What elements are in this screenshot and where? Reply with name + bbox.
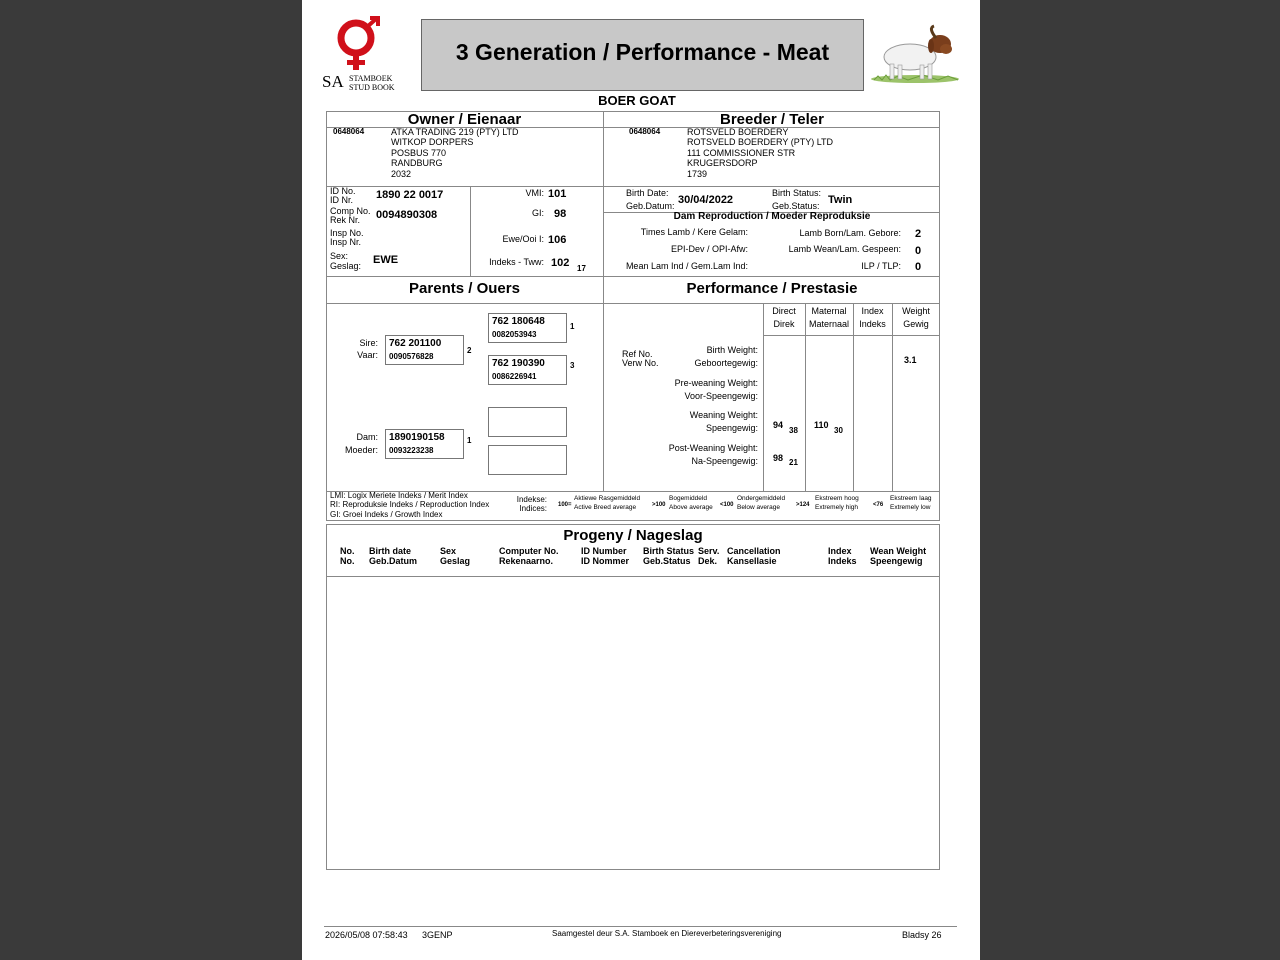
owner-heading: Owner / Eienaar bbox=[407, 111, 522, 128]
birth-date-label: Geb.Datum: bbox=[626, 201, 675, 211]
birth-weight-label: Geboortegewig: bbox=[694, 358, 758, 368]
sire-num: 2 bbox=[467, 346, 472, 355]
postweaning-label: Na-Speengewig: bbox=[691, 456, 758, 466]
ewe-label: Ewe/Ooi I: bbox=[502, 234, 544, 244]
key-gt100-b: Above average bbox=[669, 504, 713, 511]
logo-sa-text: SA bbox=[322, 72, 344, 91]
owner-line: ATKA TRADING 219 (PTY) LTD bbox=[391, 127, 519, 137]
preweaning-label: Pre-weaning Weight: bbox=[674, 378, 758, 388]
weaning-label: Weaning Weight: bbox=[689, 410, 758, 420]
progeny-col-index: Index bbox=[828, 546, 852, 556]
breeder-line: 111 COMMISSIONER STR bbox=[687, 148, 796, 158]
sex-value: EWE bbox=[373, 254, 399, 266]
sire-comp: 0090576828 bbox=[389, 352, 434, 361]
vmi-value: 101 bbox=[548, 188, 567, 200]
gi-label: GI: bbox=[531, 208, 544, 218]
col-maternal: Maternaal bbox=[808, 319, 850, 329]
breeder-line: ROTSVELD BOERDERY bbox=[687, 127, 789, 137]
footer-code: 3GENP bbox=[422, 930, 453, 940]
birth-date-label: Birth Date: bbox=[626, 188, 669, 198]
indeks-value: 102 bbox=[551, 257, 570, 269]
postweaning-direct-sub: 21 bbox=[789, 458, 798, 467]
birth-status-value: Twin bbox=[828, 194, 853, 206]
footer-compiled: Saamgestel deur S.A. Stamboek en Diereverbeteringsvereniging bbox=[552, 929, 782, 938]
dam-box bbox=[385, 429, 464, 459]
footer-page: Bladsy 26 bbox=[902, 930, 942, 940]
owner-line: 2032 bbox=[391, 169, 412, 179]
progeny-col-computer-no: Rekenaarno. bbox=[499, 556, 554, 566]
key-lt76-b: Extremely low bbox=[890, 504, 931, 511]
key-gt124-b: Extremely high bbox=[815, 504, 858, 511]
dam-id: 1890190158 bbox=[389, 432, 445, 443]
dam-repro-heading: Dam Reproduction / Moeder Reproduksie bbox=[673, 211, 871, 222]
col-weight: Gewig bbox=[903, 319, 929, 329]
postweaning-label: Post-Weaning Weight: bbox=[668, 443, 758, 453]
key-gt124: >124 bbox=[796, 502, 810, 508]
gi-value: 98 bbox=[554, 208, 567, 220]
breeder-heading: Breeder / Teler bbox=[720, 111, 824, 128]
col-index: Indeks bbox=[859, 319, 886, 329]
progeny-col-no: No. bbox=[340, 546, 355, 556]
dam-num: 1 bbox=[467, 436, 472, 445]
progeny-col-cancellation: Cancellation bbox=[727, 546, 781, 556]
performance-heading: Performance / Prestasie bbox=[686, 280, 858, 297]
id-label: ID No. bbox=[330, 186, 356, 196]
logo-line1: STAMBOEK bbox=[349, 74, 393, 83]
sire-id: 762 201100 bbox=[389, 338, 442, 349]
dam-label: Moeder: bbox=[344, 445, 378, 455]
legend-gi: GI: Groei Indeks / Growth Index bbox=[330, 510, 443, 519]
times-lamb-label: Times Lamb / Kere Gelam: bbox=[640, 227, 748, 237]
progeny-col-wean-weight: Wean Weight bbox=[870, 546, 927, 556]
sire-sire-comp: 0082053943 bbox=[492, 330, 537, 339]
col-direct: Direk bbox=[773, 319, 795, 329]
legend-ri: RI: Reproduksie Indeks / Reproduction Index bbox=[330, 500, 490, 509]
progeny-col-id-number: ID Number bbox=[581, 546, 627, 556]
insp-label: Insp Nr. bbox=[330, 237, 362, 247]
key-lt100-b: Below average bbox=[737, 504, 780, 511]
ewe-value: 106 bbox=[548, 234, 567, 246]
weaning-direct-sub: 38 bbox=[789, 426, 798, 435]
dam-label: Dam: bbox=[356, 432, 378, 442]
owner-line: POSBUS 770 bbox=[391, 148, 447, 158]
sex-label: Geslag: bbox=[330, 261, 362, 271]
key-100: 100= bbox=[558, 502, 572, 508]
progeny-col-birth-date: Birth date bbox=[369, 546, 412, 556]
owner-code: 0648064 bbox=[333, 127, 365, 136]
key-100-a: Aktiewe Rasgemiddeld bbox=[574, 495, 641, 502]
weaning-maternal: 110 bbox=[814, 420, 829, 430]
sire-sire-num: 1 bbox=[570, 322, 575, 331]
progeny-col-birth-date: Geb.Datum bbox=[369, 556, 418, 566]
lamb-wean-label: Lamb Wean/Lam. Gespeen: bbox=[788, 244, 901, 254]
birth-status-label: Birth Status: bbox=[772, 188, 822, 198]
dam-dam-box bbox=[488, 445, 567, 475]
legend-indices: Indices: bbox=[519, 504, 547, 513]
sire-label: Vaar: bbox=[357, 350, 378, 360]
breeder-line: ROTSVELD BOERDERY (PTY) LTD bbox=[687, 137, 834, 147]
indeks-label: Indeks - Tww: bbox=[489, 257, 544, 267]
title-box bbox=[421, 19, 864, 91]
owner-line: RANDBURG bbox=[391, 158, 443, 168]
legend-indekse: Indekse: bbox=[516, 495, 547, 504]
dam-comp: 0093223238 bbox=[389, 446, 434, 455]
sire-dam-id: 762 190390 bbox=[492, 358, 545, 369]
birth-weight-value: 3.1 bbox=[904, 355, 917, 365]
id-label: ID Nr. bbox=[330, 195, 354, 205]
col-direct: Direct bbox=[772, 306, 796, 316]
progeny-col-wean-weight: Speengewig bbox=[870, 556, 923, 566]
key-lt76-a: Ekstreem laag bbox=[890, 495, 932, 502]
lamb-born-value: 2 bbox=[915, 228, 922, 240]
dam-sire-box bbox=[488, 407, 567, 437]
col-index: Index bbox=[861, 306, 884, 316]
weaning-direct: 94 bbox=[773, 420, 784, 430]
birth-weight-label: Birth Weight: bbox=[706, 345, 758, 355]
footer-datetime: 2026/05/08 07:58:43 bbox=[325, 930, 408, 940]
sire-dam-comp: 0086226941 bbox=[492, 372, 537, 381]
insp-label: Insp No. bbox=[330, 228, 364, 238]
comp-label: Comp No. bbox=[330, 206, 371, 216]
logo-line2: STUD BOOK bbox=[349, 83, 395, 92]
legend-lmi: LMI: Logix Meriete Indeks / Merit Index bbox=[330, 491, 468, 500]
col-maternal: Maternal bbox=[811, 306, 847, 316]
comp-value: 0094890308 bbox=[376, 209, 438, 221]
sire-box bbox=[385, 335, 464, 365]
lamb-born-label: Lamb Born/Lam. Gebore: bbox=[799, 228, 901, 238]
lamb-wean-value: 0 bbox=[915, 245, 922, 257]
weaning-label: Speengewig: bbox=[705, 423, 758, 433]
key-gt100-a: Bogemiddeld bbox=[669, 495, 707, 502]
ilp-label: ILP / TLP: bbox=[861, 261, 901, 271]
epi-label: EPI-Dev / OPI-Afw: bbox=[670, 244, 748, 254]
boer-goat-image-icon bbox=[868, 24, 962, 84]
progeny-col-computer-no: Computer No. bbox=[499, 546, 559, 556]
birth-date-value: 30/04/2022 bbox=[678, 194, 734, 206]
progeny-heading: Progeny / Nageslag bbox=[563, 527, 703, 544]
key-gt124-a: Ekstreem hoog bbox=[815, 495, 859, 502]
sire-label: Sire: bbox=[359, 338, 378, 348]
sire-sire-box bbox=[488, 313, 567, 343]
progeny-col-serv: Dek. bbox=[698, 556, 718, 566]
postweaning-direct: 98 bbox=[773, 453, 784, 463]
key-lt100: <100 bbox=[720, 502, 734, 508]
col-weight: Weight bbox=[902, 306, 930, 316]
breeder-line: 1739 bbox=[687, 169, 708, 179]
progeny-col-id-number: ID Nommer bbox=[581, 556, 630, 566]
progeny-col-sex: Sex bbox=[440, 546, 457, 556]
key-gt100: >100 bbox=[652, 502, 666, 508]
sire-dam-num: 3 bbox=[570, 361, 575, 370]
birth-status-label: Geb.Status: bbox=[772, 201, 820, 211]
progeny-col-birth-status: Birth Status bbox=[643, 546, 695, 556]
breeder-code: 0648064 bbox=[629, 127, 661, 136]
mean-label: Mean Lam Ind / Gem.Lam Ind: bbox=[625, 261, 748, 271]
key-lt76: <76 bbox=[873, 502, 884, 508]
preweaning-label: Voor-Speengewig: bbox=[684, 391, 758, 401]
progeny-col-cancellation: Kansellasie bbox=[727, 556, 777, 566]
ref-label: Verw No. bbox=[622, 358, 659, 368]
breed-label: BOER GOAT bbox=[598, 93, 676, 108]
vmi-label: VMI: bbox=[525, 188, 544, 198]
progeny-col-index: Indeks bbox=[828, 556, 857, 566]
key-100-b: Active Breed average bbox=[574, 504, 637, 511]
ilp-value: 0 bbox=[915, 261, 922, 273]
parents-heading: Parents / Ouers bbox=[409, 280, 520, 297]
ref-label: Ref No. bbox=[622, 349, 653, 359]
progeny-col-serv: Serv. bbox=[698, 546, 720, 556]
progeny-col-sex: Geslag bbox=[440, 556, 471, 566]
key-lt100-a: Ondergemiddeld bbox=[737, 495, 786, 502]
progeny-col-no: No. bbox=[340, 556, 355, 566]
page-title: 3 Generation / Performance - Meat bbox=[455, 39, 830, 65]
progeny-col-birth-status: Geb.Status bbox=[643, 556, 691, 566]
comp-label: Rek Nr. bbox=[330, 215, 361, 225]
id-value: 1890 22 0017 bbox=[376, 189, 444, 201]
weaning-maternal-sub: 30 bbox=[834, 426, 843, 435]
sa-studbook-logo-icon bbox=[332, 16, 384, 74]
sire-dam-box bbox=[488, 355, 567, 385]
sex-label: Sex: bbox=[330, 251, 349, 261]
owner-line: WITKOP DORPERS bbox=[391, 137, 474, 147]
indeks-sub: 17 bbox=[577, 264, 586, 273]
sire-sire-id: 762 180648 bbox=[492, 316, 545, 327]
document-page bbox=[302, 0, 980, 960]
breeder-line: KRUGERSDORP bbox=[687, 158, 758, 168]
